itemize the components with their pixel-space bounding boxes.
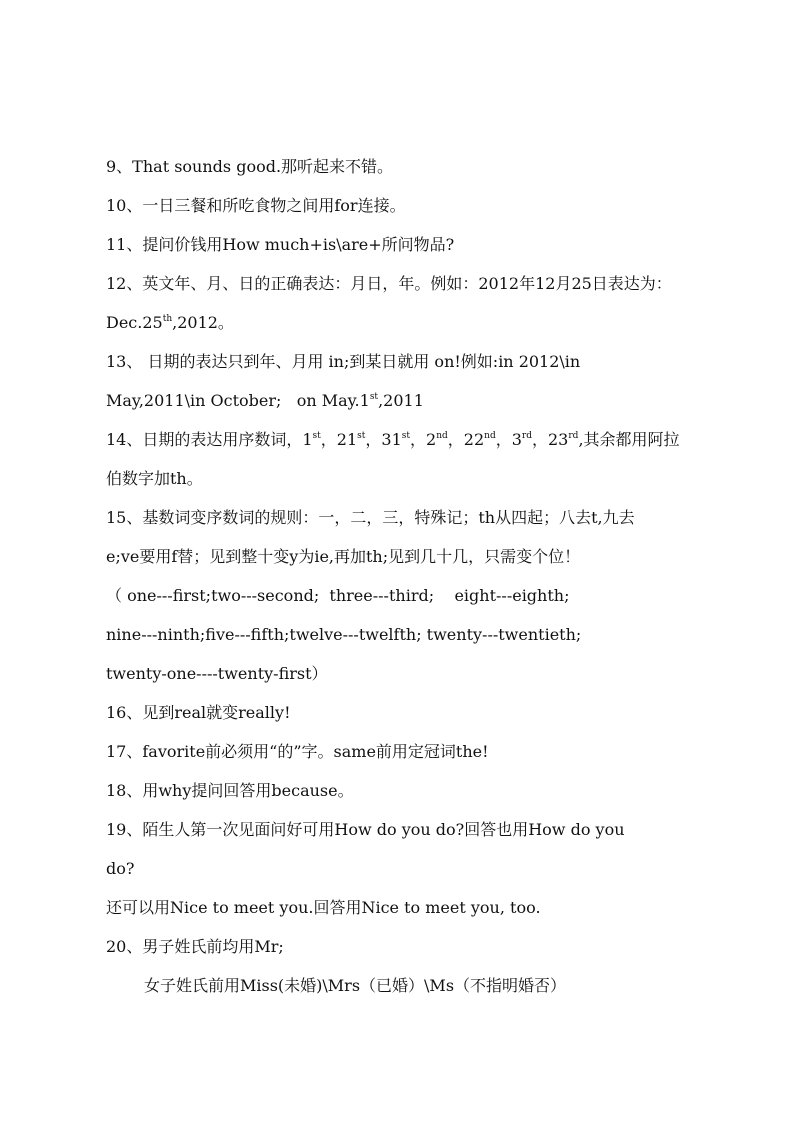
text-line xyxy=(106,225,706,264)
text-line xyxy=(106,849,706,888)
text-segment: e;ve要用f替；见到整十变y为ie,再加th;见到几十几，只需变个位！ xyxy=(106,547,581,566)
text-line xyxy=(106,654,706,693)
text-segment: ,其余都用阿拉 xyxy=(578,430,680,449)
superscript: nd xyxy=(484,431,496,441)
text-segment: 19、陌生人第一次见面问好可用How do you do?回答也用How do you xyxy=(106,820,625,839)
text-segment: 还可以用Nice to meet you.回答用Nice to meet you, too. xyxy=(106,898,541,917)
text-segment: 9、That sounds good.那听起来不错。 xyxy=(106,157,394,176)
text-segment: do? xyxy=(106,859,135,878)
superscript: st xyxy=(357,431,366,441)
text-segment: 伯数字加th。 xyxy=(106,469,203,488)
text-line xyxy=(106,732,706,771)
text-segment: 女子姓氏前用Miss(未婚)\Mrs（已婚）\Ms（不指明婚否） xyxy=(144,976,567,995)
text-line xyxy=(106,810,706,849)
text-segment: 12、英文年、月、日的正确表达：月日，年。例如：2012年12月25日表达为： xyxy=(106,274,672,293)
text-segment: ，22 xyxy=(447,430,485,449)
text-segment: twenty-one----twenty-first） xyxy=(106,664,328,683)
text-segment: （ one---first;two---second; three---third; eight---eighth; xyxy=(106,586,570,605)
text-line xyxy=(106,615,706,654)
text-segment: 20、男子姓氏前均用Mr; xyxy=(106,937,284,956)
text-segment: 11、提问价钱用How much+is\are+所问物品? xyxy=(106,235,455,254)
text-segment: Dec.25 xyxy=(106,313,163,332)
text-segment: 13、 日期的表达只到年、月用 in;到某日就用 on!例如:in 2012\in xyxy=(106,352,581,371)
text-line xyxy=(106,420,706,459)
text-segment: ,2011 xyxy=(378,391,424,410)
superscript: st xyxy=(369,392,379,402)
text-line xyxy=(106,342,706,381)
text-line xyxy=(106,381,706,420)
text-line xyxy=(106,264,706,303)
text-line xyxy=(106,771,706,810)
text-segment: 10、一日三餐和所吃食物之间用for连接。 xyxy=(106,196,406,215)
superscript: st xyxy=(401,431,411,441)
text-line xyxy=(106,498,706,537)
superscript: th xyxy=(162,314,173,324)
text-line xyxy=(106,186,706,225)
text-segment: May,2011\in October; on May.1 xyxy=(106,391,370,410)
document-body xyxy=(106,147,706,1005)
text-line xyxy=(106,576,706,615)
text-segment: ，3 xyxy=(495,430,522,449)
text-line xyxy=(106,888,706,927)
text-segment: ，23 xyxy=(532,430,569,449)
superscript: nd xyxy=(436,431,448,441)
text-segment: 16、见到real就变really! xyxy=(106,703,291,722)
text-segment: nine---ninth;five---fifth;twelve---twelfth; twenty---twentieth; xyxy=(106,625,582,644)
text-line xyxy=(106,927,706,966)
text-segment: ,2012。 xyxy=(172,313,234,332)
text-line xyxy=(106,147,706,186)
text-line xyxy=(106,693,706,732)
text-segment: ，31 xyxy=(365,430,402,449)
text-segment: ，21 xyxy=(320,430,358,449)
text-line xyxy=(106,966,706,1005)
text-segment: 18、用why提问回答用because。 xyxy=(106,781,354,800)
superscript: rd xyxy=(521,431,532,441)
text-segment: 17、favorite前必须用“的”字。same前用定冠词the! xyxy=(106,742,489,761)
text-line xyxy=(106,537,706,576)
text-line xyxy=(106,303,706,342)
text-segment: ，2 xyxy=(410,430,437,449)
superscript: st xyxy=(312,431,321,441)
text-line xyxy=(106,459,706,498)
superscript: rd xyxy=(568,431,579,441)
text-segment: 14、日期的表达用序数词，1 xyxy=(106,430,313,449)
text-segment: 15、基数词变序数词的规则：一，二，三，特殊记；th从四起；八去t,九去 xyxy=(106,508,635,527)
